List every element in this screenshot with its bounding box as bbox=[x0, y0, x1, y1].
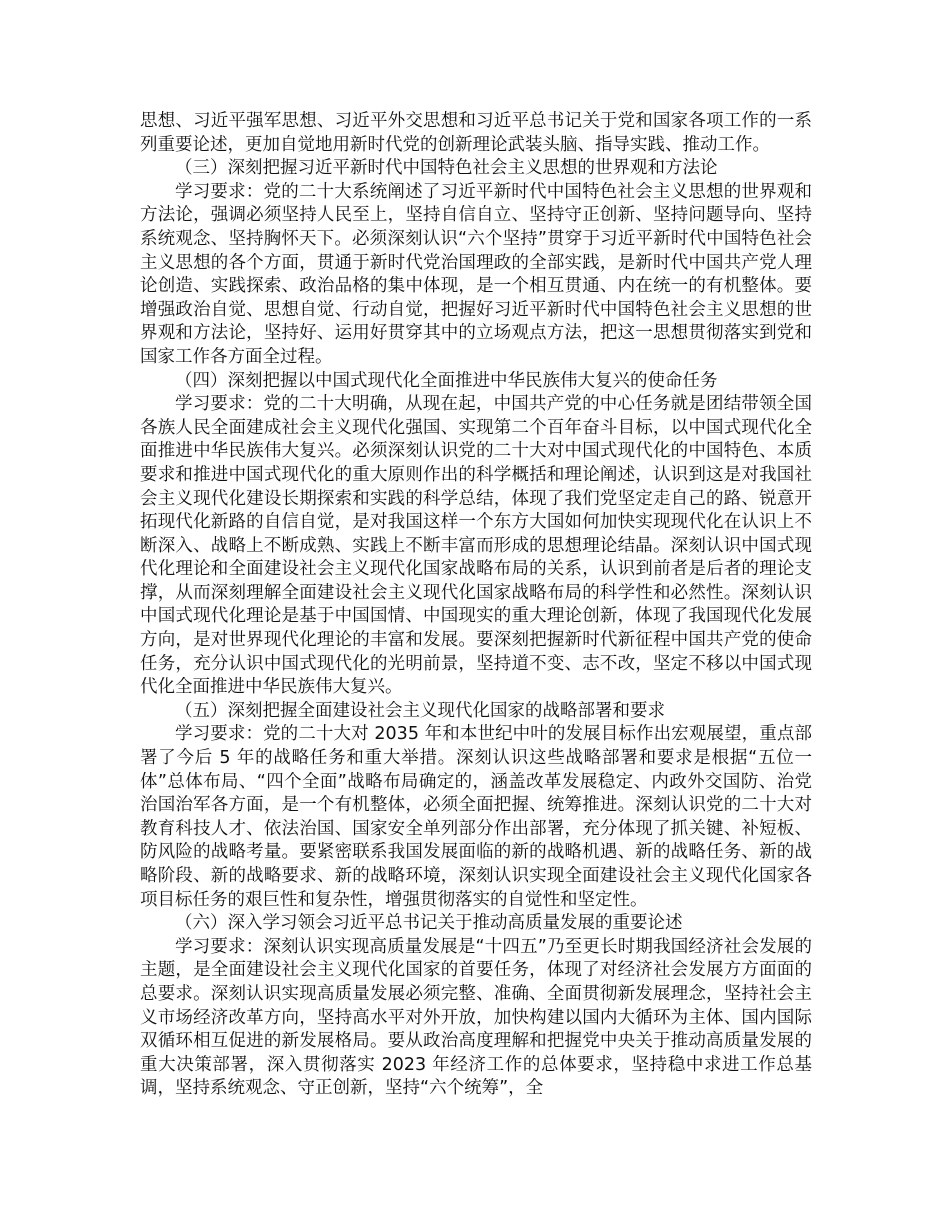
paragraph-section-6: 学习要求：深刻认识实现高质量发展是“十四五”乃至更长时期我国经济社会发展的主题，是全面建设社会主义现代化国家的首要任务，体现了对经济社会发展方方面面的总要求。深刻认识实现高质量发展必须完整、准确、全面贯彻新发展理念，坚持社会主义市场经济改革方向，坚持高水平对外开放，加快构建以国内大循环为主体、国内国际双循环相互促进的新发展格局。要从政治高度理解和把握党中央关于推动高质量发展的重大决策部署，深入贯彻落实 2023 年经济工作的总体要求，坚持稳中求进工作总基调，坚持系统观念、守正创新，坚持“六个统筹”，全 bbox=[140, 936, 812, 1099]
paragraph-continuation: 思想、习近平强军思想、习近平外交思想和习近平总书记关于党和国家各项工作的一系列重要论述，更加自觉地用新时代党的创新理论武装头脑、指导实践、推动工作。 bbox=[140, 111, 812, 155]
paragraph-section-5: 学习要求：党的二十大对 2035 年和本世纪中叶的发展目标作出宏观展望，重点部署了今后 5 年的战略任务和重大举措。深刻认识这些战略部署和要求是根据“五位一体”总体布局、“四个全面”战略布局确定的，涵盖改革发展稳定、内政外交国防、治党治国治军各方面，是一个有机整体，必须全面把握、统筹推进。深刻认识党的二十大对教育科技人才、依法治国、国家安全单列部分作出部署，充分体现了抓关键、补短板、防风险的战略考量。要紧密联系我国发展面临的新的战略机遇、新的战略任务、新的战略阶段、新的战略要求、新的战略环境，深刻认识实现全面建设社会主义现代化国家各项目标任务的艰巨性和复杂性，增强贯彻落实的自觉性和坚定性。 bbox=[140, 724, 812, 910]
paragraph-section-4: 学习要求：党的二十大明确，从现在起，中国共产党的中心任务就是团结带领全国各族人民全面建成社会主义现代化强国、实现第二个百年奋斗目标，以中国式现代化全面推进中华民族伟大复兴。必须深刻认识党的二十大对中国式现代化的中国特色、本质要求和推进中国式现代化的重大原则作出的科学概括和理论阐述，认识到这是对我国社会主义现代化建设长期探索和实践的科学总结，体现了我们党坚定走自己的路、锐意开拓现代化新路的自信自觉，是对我国这样一个东方大国如何加快实现现代化在认识上不断深入、战略上不断成熟、实践上不断丰富而形成的思想理论结晶。深刻认识中国式现代化理论和全面建设社会主义现代化国家战略布局的关系，认识到前者是后者的理论支撑，从而深刻理解全面建设社会主义现代化国家战略布局的科学性和必然性。深刻认识中国式现代化理论是基于中国国情、中国现实的重大理论创新，体现了我国现代化发展方向，是对世界现代化理论的丰富和发展。要深刻把握新时代新征程中国共产党的使命任务，充分认识中国式现代化的光明前景，坚持道不变、志不改，坚定不移以中国式现代化全面推进中华民族伟大复兴。 bbox=[140, 394, 812, 698]
section-heading-4: （四）深刻把握以中国式现代化全面推进中华民族伟大复兴的使命任务 bbox=[175, 370, 718, 391]
section-heading-5: （五）深刻把握全面建设社会主义现代化国家的战略部署和要求 bbox=[175, 700, 665, 721]
section-heading-3: （三）深刻把握习近平新时代中国特色社会主义思想的世界观和方法论 bbox=[175, 158, 718, 179]
paragraph-section-3: 学习要求：党的二十大系统阐述了习近平新时代中国特色社会主义思想的世界观和方法论，强调必须坚持人民至上，坚持自信自立、坚持守正创新、坚持问题导向、坚持系统观念、坚持胸怀天下。必须深刻认识“六个坚持”贯穿于习近平新时代中国特色社会主义思想的各个方面，贯通于新时代党治国理政的全部实践，是新时代中国共产党人理论创造、实践探索、政治品格的集中体现，是一个相互贯通、内在统一的有机整体。要增强政治自觉、思想自觉、行动自觉，把握好习近平新时代中国特色社会主义思想的世界观和方法论，坚持好、运用好贯穿其中的立场观点方法，把这一思想贯彻落实到党和国家工作各方面全过程。 bbox=[140, 181, 812, 367]
document-page bbox=[140, 110, 812, 1101]
section-heading-6: （六）深入学习领会习近平总书记关于推动高质量发展的重要论述 bbox=[175, 913, 683, 934]
